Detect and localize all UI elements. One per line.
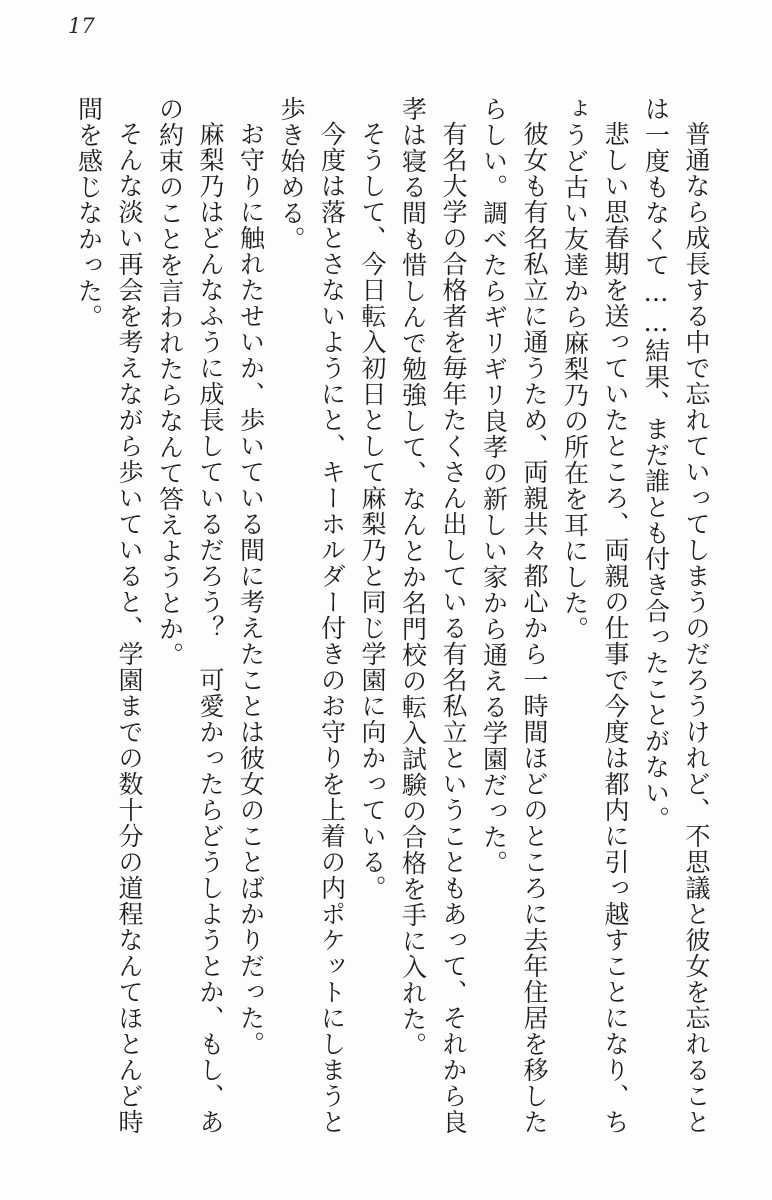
paragraph: そんな淡い再会を考えながら歩いていると、学園までの数十分の道程なんてほとんど時間を感じなかった。: [74, 96, 144, 1135]
page-number: 17: [68, 14, 95, 38]
paragraph: そうして、今日転入初日として麻梨乃と同じ学園に向かっている。: [358, 121, 387, 901]
paragraph: 悲しい思春期を送っていたところ、両親の仕事で今度は都内に引っ越すことになり、ちょうど古い友達から麻梨乃の所在を耳にした。: [560, 96, 630, 1135]
paragraph: お守りに触れたせいか、歩いている間に考えたことは彼女のことばかりだった。: [236, 121, 266, 1057]
paragraph: 麻梨乃はどんなふうに成長しているだろう？ 可愛かったらどうしようとか、もし、あの約束のことを言われたらなんて答えようとか。: [155, 96, 225, 1135]
vertical-text-block: [60, 96, 716, 1138]
paragraph: 彼女も有名私立に通うため、両親共々都心から一時間ほどのところに去年住居を移したらしい。調べたらギリギリ良孝の新しい家から通える学園だった。: [479, 96, 549, 1135]
paragraph: 普通なら成長する中で忘れていってしまうのだろうけれど、不思議と彼女を忘れることは一度もなくて……結果、まだ誰とも付き合ったことがない。: [641, 96, 711, 1135]
paragraph: 有名大学の合格者を毎年たくさん出している有名私立ということもあって、それから良孝は寝る間も惜しんで勉強して、なんとか名門校の転入試験の合格を手に入れた。: [398, 96, 468, 1135]
paragraph: 今度は落とさないようにと、キーホルダー付きのお守りを上着の内ポケットにしまうと歩き始める。: [277, 96, 347, 1135]
